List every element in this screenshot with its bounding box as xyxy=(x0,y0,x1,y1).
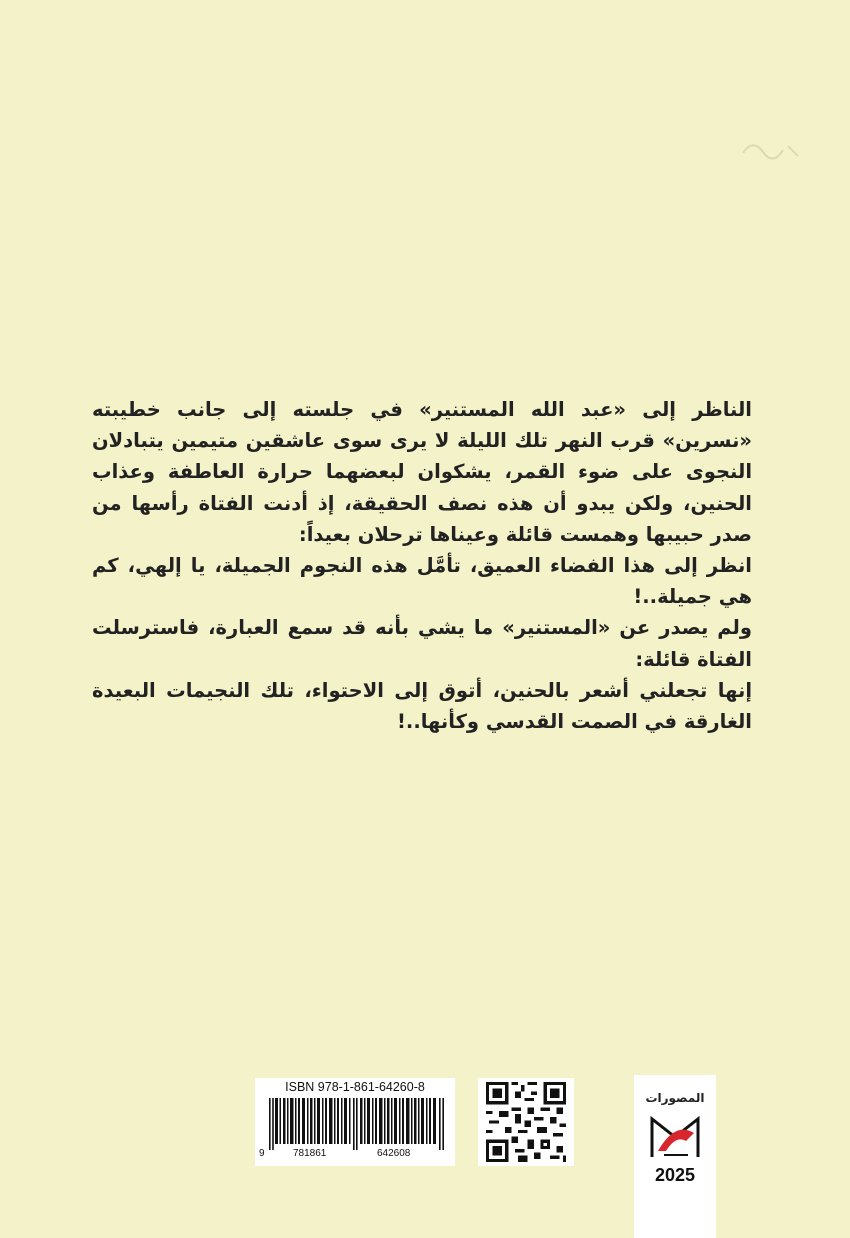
isbn-label: ISBN 978-1-861-64260-8 xyxy=(285,1080,425,1094)
barcode xyxy=(269,1098,447,1150)
barcode-digits-right: 642608 xyxy=(377,1148,411,1159)
barcode-digits-left: 781861 xyxy=(293,1148,327,1159)
blurb-paragraph: انظر إلى هذا الفضاء العميق، تأمَّل هذه النجوم الجميلة، يا إلهي، كم هي جميلة..! xyxy=(92,554,752,609)
publisher-name: المصورات xyxy=(645,1091,705,1105)
barcode-digit-prefix: 9 xyxy=(259,1148,265,1159)
publication-year: 2025 xyxy=(654,1165,696,1185)
qr-code-block xyxy=(478,1078,574,1166)
faint-stamp-mark xyxy=(738,128,808,168)
isbn-barcode-block xyxy=(255,1078,455,1166)
publisher-logo-block xyxy=(634,1075,716,1238)
qr-code xyxy=(486,1082,566,1162)
blurb-paragraph: الناظر إلى «عبد الله المستنير» في جلسته إلى جانب خطيبته «نسرين» قرب النهر تلك الليلة لا يرى سوى عاشقين متيمين يتبادلان النجوى على ضوء القمر، يشكوان لبعضهما حرارة العاطفة وعذاب الحنين، ولكن يبدو أن هذه نصف الحقيقة، إذ أدنت الفتاة رأسها من صدر حبيبها وهمست قائلة وعيناها ترحلان بعيداً: xyxy=(92,398,752,546)
barcode-digits xyxy=(259,1148,451,1162)
blurb-paragraph: إنها تجعلني أشعر بالحنين، أتوق إلى الاحتواء، تلك النجيمات البعيدة الغارقة في الصمت القدسي وكأنها..! xyxy=(92,678,752,734)
publisher-logo-icon xyxy=(648,1111,702,1161)
blurb-paragraph: ولم يصدر عن «المستنير» ما يشي بأنه قد سمع العبارة، فاسترسلت الفتاة قائلة: xyxy=(92,616,752,671)
blurb-text xyxy=(92,394,752,737)
